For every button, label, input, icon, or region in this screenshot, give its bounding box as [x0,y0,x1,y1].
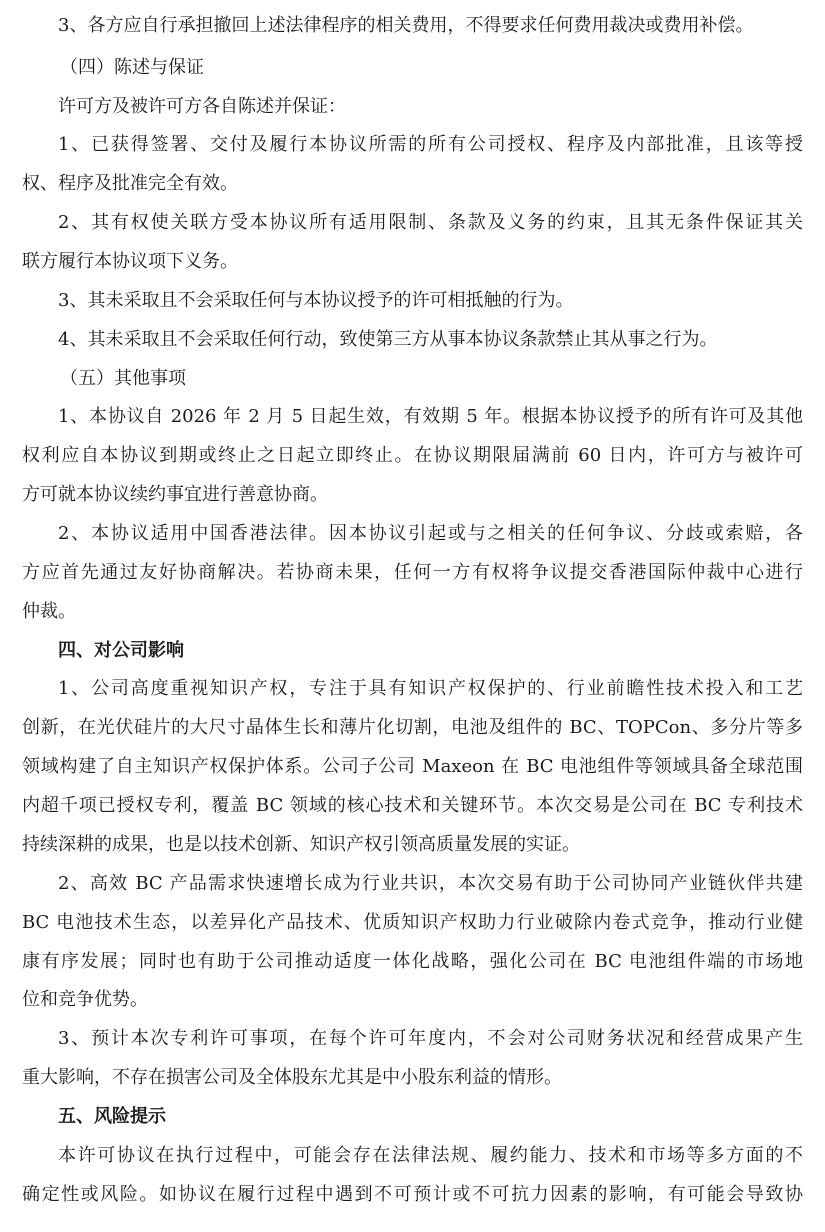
text-line: 2、其有权使关联方受本协议所有适用限制、条款及义务的约束，且其无条件保证其关 [58,212,803,233]
text-line: BC 电池技术生态，以差异化产品技术、优质知识产权助力行业破除内卷式竞争，推动行业健 [22,912,803,933]
text-line: 仲裁。 [22,601,76,622]
text-line: 4、其未采取且不会采取任何行动，致使第三方从事本协议条款禁止其从事之行为。 [58,329,718,350]
text-line: 内超千项已授权专利，覆盖 BC 领域的核心技术和关键环节。本次交易是公司在 BC 专利技术 [22,795,803,816]
section-heading: （四）陈述与保证 [60,57,204,78]
text-line: 创新，在光伏硅片的大尺寸晶体生长和薄片化切割，电池及组件的 BC、TOPCon、多分片等多 [22,717,803,738]
section-heading: 四、对公司影响 [58,640,184,661]
text-line: 方可就本协议续约事宜进行善意协商。 [22,484,328,505]
text-line: 位和竞争优势。 [22,989,148,1010]
text-line: 1、公司高度重视知识产权，专注于具有知识产权保护的、行业前瞻性技术投入和工艺 [58,678,803,699]
text-line: 本许可协议在执行过程中，可能会存在法律法规、履约能力、技术和市场等多方面的不 [58,1145,803,1166]
section-heading: （五）其他事项 [60,368,186,389]
text-line: 许可方及被许可方各自陈述并保证： [58,96,346,117]
text-line: 方应首先通过友好协商解决。若协商未果，任何一方有权将争议提交香港国际仲裁中心进行 [22,562,803,583]
text-line: 联方履行本协议项下义务。 [22,251,238,272]
text-line: 重大影响，不存在损害公司及全体股东尤其是中小股东利益的情形。 [22,1067,562,1088]
text-line: 确定性或风险。如协议在履行过程中遇到不可预计或不可抗力因素的影响，有可能会导致协 [22,1184,803,1205]
text-line: 3、各方应自行承担撤回上述法律程序的相关费用，不得要求任何费用裁决或费用补偿。 [58,15,754,36]
text-line: 权利应自本协议到期或终止之日起立即终止。在协议期限届满前 60 日内，许可方与被许可 [22,445,803,466]
text-line: 康有序发展；同时也有助于公司推动适度一体化战略，强化公司在 BC 电池组件端的市场地 [22,951,803,972]
text-line: 3、其未采取且不会采取任何与本协议授予的许可相抵触的行为。 [58,290,574,311]
text-line: 领域构建了自主知识产权保护体系。公司子公司 Maxeon 在 BC 电池组件等领域具备全球范围 [22,756,803,777]
text-line: 持续深耕的成果，也是以技术创新、知识产权引领高质量发展的实证。 [22,834,580,855]
text-line: 3、预计本次专利许可事项，在每个许可年度内，不会对公司财务状况和经营成果产生 [58,1028,803,1049]
text-line: 2、高效 BC 产品需求快速增长成为行业共识，本次交易有助于公司协同产业链伙伴共建 [58,873,803,894]
text-line: 2、本协议适用中国香港法律。因本协议引起或与之相关的任何争议、分歧或索赔，各 [58,523,803,544]
text-line: 1、本协议自 2026 年 2 月 5 日起生效，有效期 5 年。根据本协议授予的所有许可及其他 [58,406,803,427]
text-line: 1、已获得签署、交付及履行本协议所需的所有公司授权、程序及内部批准，且该等授 [58,134,803,155]
text-line: 权、程序及批准完全有效。 [22,173,238,194]
section-heading: 五、风险提示 [58,1106,166,1127]
